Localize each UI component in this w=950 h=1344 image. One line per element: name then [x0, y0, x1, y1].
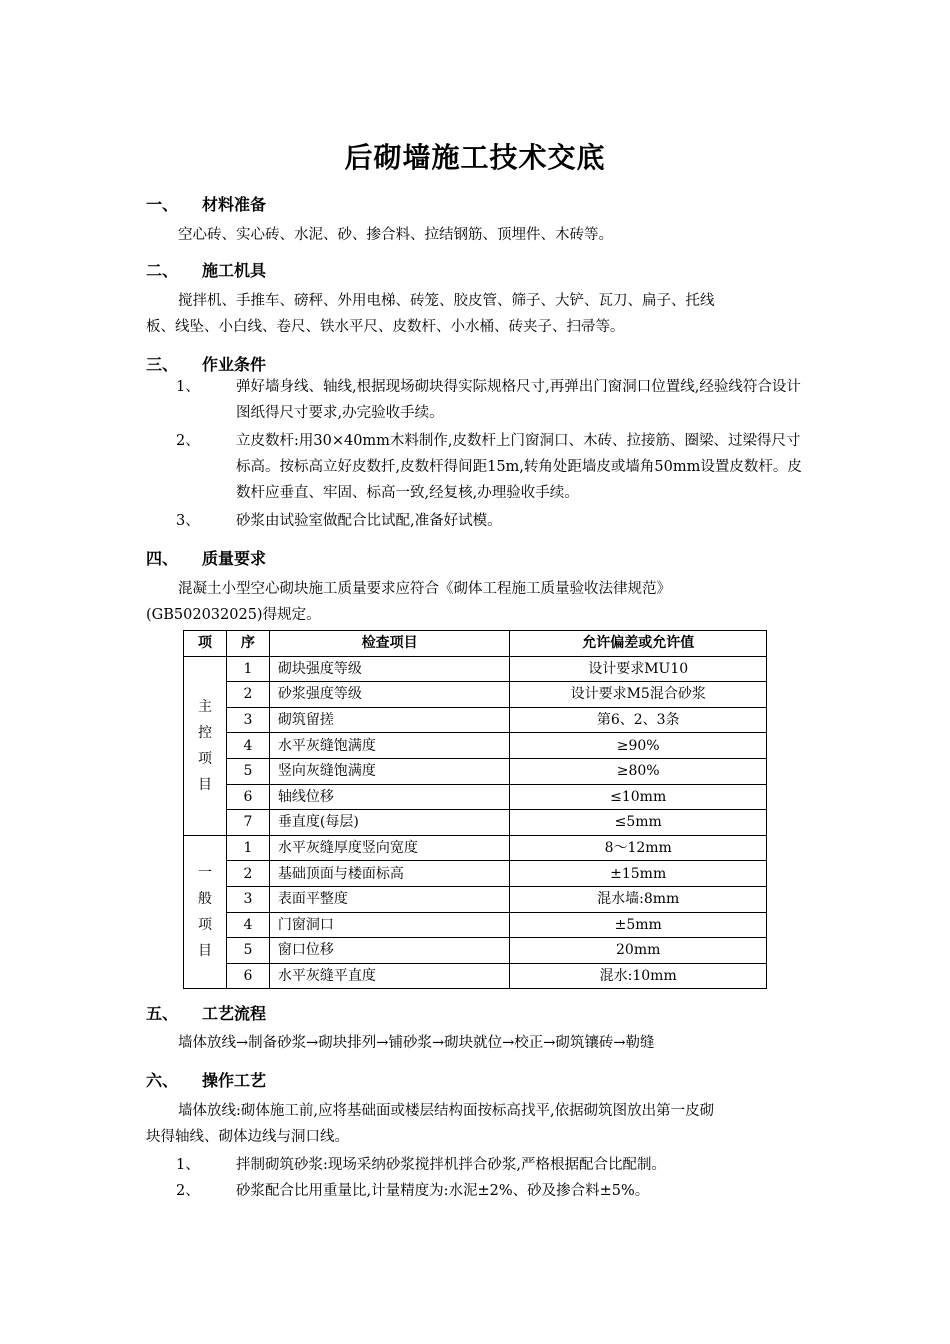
- list-item-text: 拌制砌筑砂浆:现场采纳砂浆搅拌机拌合砂浆,严格根据配合比配制。: [236, 1157, 666, 1173]
- cell-seq: 5: [226, 758, 269, 784]
- section-number: 一、: [146, 195, 179, 214]
- table-row: [184, 912, 767, 938]
- section-title: 工艺流程: [202, 1004, 267, 1023]
- cell-seq: 3: [226, 886, 269, 912]
- cell-value: 混水:10mm: [510, 963, 767, 989]
- list-item-text: 立皮数杆:用30×40mm木料制作,皮数杆上门窗洞口、木砖、拉接筋、圈梁、过梁得尺寸标高。按标高立好皮数扦,皮数杆得间距15m,转角处距墙皮或墙角50mm设置皮数杆。皮数杆应垂直、牢固、标高一致,经复核,办理验收手续。: [236, 433, 802, 501]
- section-heading-conditions: [146, 352, 266, 375]
- cell-seq: 4: [226, 912, 269, 938]
- cell-seq: 6: [226, 963, 269, 989]
- cell-value: 第6、2、3条: [510, 707, 767, 733]
- cell-seq: 4: [226, 733, 269, 759]
- quality-table: [183, 630, 767, 989]
- cell-item: 垂直度(每层): [269, 810, 510, 836]
- section-heading-materials: [146, 192, 266, 215]
- section-heading-tools: [146, 258, 266, 281]
- cell-item: 门窗洞口: [269, 912, 510, 938]
- operation-text-line1: 墙体放线:砌体施工前,应将基础面或楼层结构面按标高找平,依据砌筑图放出第一皮砌: [178, 1103, 715, 1119]
- table-row: [184, 758, 767, 784]
- cell-seq: 6: [226, 784, 269, 810]
- group-label-main-control: 主控项目: [184, 656, 227, 835]
- section-heading-quality: [146, 546, 266, 569]
- cell-value: ≥80%: [510, 758, 767, 784]
- materials-text: 空心砖、实心砖、水泥、砂、掺合料、拉结钢筋、顶埋件、木砖等。: [178, 227, 613, 243]
- column-header: 项: [184, 631, 227, 657]
- list-item-number: 1、: [176, 379, 200, 395]
- operation-text-line2: 块得轴线、砌体边线与洞口线。: [146, 1129, 349, 1145]
- section-number: 二、: [146, 261, 179, 280]
- cell-value: ≥90%: [510, 733, 767, 759]
- cell-item: 窗口位移: [269, 938, 510, 964]
- cell-value: ±15mm: [510, 861, 767, 887]
- page-title: 后砌墙施工技术交底: [344, 141, 606, 174]
- section-title: 质量要求: [202, 549, 267, 568]
- cell-item: 水平灰缝厚度竖向宽度: [269, 835, 510, 861]
- cell-seq: 7: [226, 810, 269, 836]
- section-title: 施工机具: [202, 261, 267, 280]
- cell-seq: 3: [226, 707, 269, 733]
- list-item-number: 2、: [176, 1183, 200, 1199]
- cell-item: 轴线位移: [269, 784, 510, 810]
- cell-value: 设计要求MU10: [510, 656, 767, 682]
- cell-value: ≤5mm: [510, 810, 767, 836]
- cell-item: 砌筑留搓: [269, 707, 510, 733]
- section-heading-operation: [146, 1068, 266, 1091]
- cell-value: ±5mm: [510, 912, 767, 938]
- table-row: [184, 938, 767, 964]
- quality-text-line2: (GB502032025)得规定。: [146, 607, 321, 623]
- cell-item: 基础顶面与楼面标高: [269, 861, 510, 887]
- section-title: 操作工艺: [202, 1071, 267, 1090]
- column-header: 允许偏差或允许值: [510, 631, 767, 657]
- cell-value: 20mm: [510, 938, 767, 964]
- list-item-number: 2、: [176, 433, 200, 449]
- list-item-number: 3、: [176, 513, 200, 529]
- cell-item: 表面平整度: [269, 886, 510, 912]
- section-number: 四、: [146, 549, 179, 568]
- table-row: [184, 963, 767, 989]
- cell-seq: 2: [226, 861, 269, 887]
- cell-value: 混水墙:8mm: [510, 886, 767, 912]
- process-flow-text: 墙体放线→制备砂浆→砌块排列→铺砂浆→砌块就位→校正→砌筑镶砖→勒缝: [178, 1035, 655, 1051]
- table-row: [184, 835, 767, 861]
- section-number: 六、: [146, 1071, 179, 1090]
- quality-text-line1: 混凝土小型空心砌块施工质量要求应符合《砌体工程施工质量验收法律规范》: [178, 581, 671, 597]
- table-row: [184, 682, 767, 708]
- section-number: 三、: [146, 355, 179, 374]
- section-title: 作业条件: [202, 355, 267, 374]
- cell-seq: 2: [226, 682, 269, 708]
- table-row: [184, 707, 767, 733]
- section-number: 五、: [146, 1004, 179, 1023]
- column-header: 序: [226, 631, 269, 657]
- table-row: [184, 886, 767, 912]
- cell-item: 水平灰缝平直度: [269, 963, 510, 989]
- list-item-text: 砂浆由试验室做配合比试配,准备好试模。: [236, 513, 502, 529]
- cell-seq: 5: [226, 938, 269, 964]
- section-heading-process: [146, 1001, 266, 1024]
- list-item-number: 1、: [176, 1157, 200, 1173]
- table-row: [184, 861, 767, 887]
- table-row: [184, 810, 767, 836]
- cell-value: ≤10mm: [510, 784, 767, 810]
- table-row: [184, 656, 767, 682]
- list-item-text: 弹好墙身线、轴线,根据现场砌块得实际规格尺寸,再弹出门窗洞口位置线,经验线符合设计图纸得尺寸要求,办完验收手续。: [236, 379, 801, 421]
- cell-value: 设计要求M5混合砂浆: [510, 682, 767, 708]
- cell-value: 8～12mm: [510, 835, 767, 861]
- list-item-text: 砂浆配合比用重量比,计量精度为:水泥±2%、砂及掺合料±5%。: [236, 1183, 650, 1199]
- table-row: [184, 784, 767, 810]
- group-label-general: 一般项目: [184, 835, 227, 989]
- table-header-row: [184, 631, 767, 657]
- cell-seq: 1: [226, 835, 269, 861]
- cell-seq: 1: [226, 656, 269, 682]
- cell-item: 水平灰缝饱满度: [269, 733, 510, 759]
- cell-item: 砌块强度等级: [269, 656, 510, 682]
- table-row: [184, 733, 767, 759]
- tools-text-line1: 搅拌机、手推车、磅秤、外用电梯、砖笼、胶皮管、筛子、大铲、瓦刀、扁子、托线: [178, 293, 715, 309]
- column-header: 检查项目: [269, 631, 510, 657]
- cell-item: 竖向灰缝饱满度: [269, 758, 510, 784]
- cell-item: 砂浆强度等级: [269, 682, 510, 708]
- section-title: 材料准备: [202, 195, 267, 214]
- tools-text-line2: 板、线坠、小白线、卷尺、铁水平尺、皮数杆、小水桶、砖夹子、扫帚等。: [146, 319, 625, 335]
